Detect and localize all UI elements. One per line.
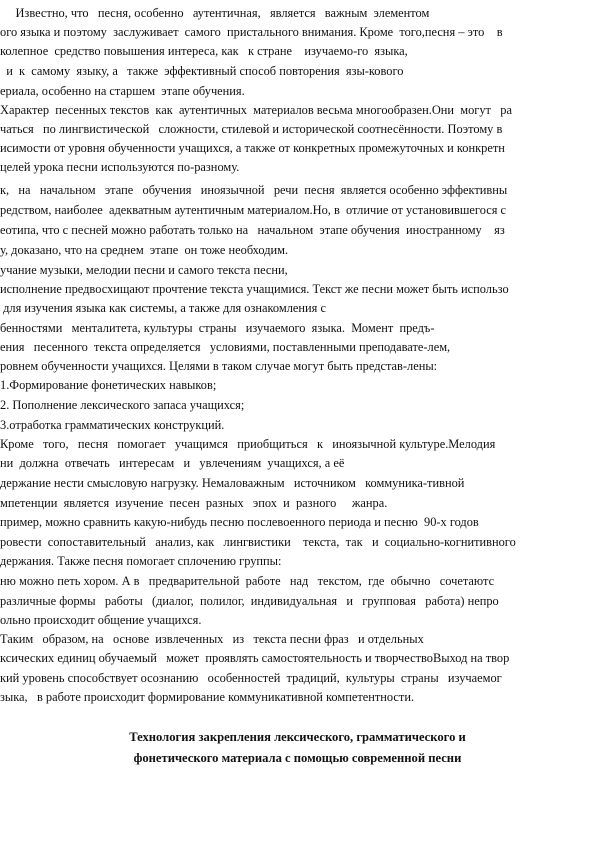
body-text-line: чаться по лингвистической сложности, стилевой и исторической соотнесённости. Поэтому в [0, 122, 503, 136]
body-text-line: держание нести смысловую нагрузку. Немаловажным источником коммуника-тивной [0, 476, 465, 490]
list-item: 2. Пополнение лексического запаса учащихся; [0, 398, 245, 412]
body-text-line: целей урока песни используются по-разному. [0, 160, 240, 174]
body-text-line: исполнение предвосхищают прочтение текста учащимися. Текст же песни может быть использо [0, 282, 509, 296]
body-text-line: ню можно петь хором. А в предварительной работе над текстом, где обычно сочетаютс [0, 574, 495, 588]
body-text-line: зыка, в работе происходит формирование коммуникативной компетентности. [0, 690, 415, 704]
body-text-line: колепное средство повышения интереса, как к стране изучаемо-го языка, [0, 44, 408, 58]
body-text-line: ксических единиц обучаемый может проявлять самостоятельность и творчествоВыход на твор [0, 651, 510, 665]
body-text-line: ого языка и поэтому заслуживает самого пристального внимания. Кроме того,песня – это в [0, 25, 503, 39]
body-text-line: учание музыки, мелодии песни и самого текста песни, [0, 263, 288, 277]
body-text-line: пример, можно сравнить какую-нибудь песню послевоенного периода и песню 90-х годов [0, 515, 479, 529]
body-text-line: держания. Также песня помогает сплочению группы: [0, 554, 282, 568]
section-heading: фонетического материала с помощью современной песни [133, 751, 462, 765]
body-text-line: ровести сопоставительный анализ, как лингвистики текста, так и социально-когнитивного [0, 535, 516, 549]
body-text-line: и к самому языку, а также эффективный способ повторения язы-кового [0, 64, 404, 78]
section-heading: Технология закрепления лексического, грамматического и [129, 730, 466, 744]
list-item: 3.отработка грамматических конструкций. [0, 418, 225, 432]
body-text-line: Кроме того, песня помогает учащимся приобщиться к иноязычной культуре.Мелодия [0, 437, 496, 451]
body-text-line: различные формы работы (диалог, полилог, индивидуальная и групповая работа) непро [0, 594, 499, 608]
body-text-line: у, доказано, что на среднем этапе он тоже необходим. [0, 243, 289, 257]
body-text-line: ровнем обученности учащихся. Целями в таком случае могут быть представ-лены: [0, 359, 438, 373]
body-text-line: мпетенции является изучение песен разных эпох и разного жанра. [0, 496, 388, 510]
body-text-line: еотипа, что с песней можно работать только на начальном этапе обучения иностранному яз [0, 223, 505, 237]
body-text-line: Известно, что песня, особенно аутентичная, является важным элементом [0, 6, 430, 20]
body-text-line: ольно происходит общение учащихся. [0, 613, 202, 627]
body-text-line: ни должна отвечать интересам и увлечениям учащихся, а её [0, 456, 345, 470]
body-text-line: для изучения языка как системы, а также для ознакомления с [0, 301, 326, 315]
body-text-line: к, на начальном этапе обучения иноязычной речи песня является особенно эффективны [0, 183, 508, 197]
body-text-line: бенностями менталитета, культуры страны изучаемого языка. Момент предъ- [0, 321, 435, 335]
body-text-line: кий уровень способствует осознанию особенностей традиций, культуры страны изучаемог [0, 671, 502, 685]
body-text-line: редством, наиболее адекватным аутентичным материалом.Но, в отличие от установившегося с [0, 203, 507, 217]
body-text-line: Характер песенных текстов как аутентичных материалов весьма многообразен.Они могут ра [0, 103, 512, 117]
list-item: 1.Формирование фонетических навыков; [0, 378, 217, 392]
body-text-line: ения песенного текста определяется условиями, поставленными преподавате-лем, [0, 340, 451, 354]
body-text-line: ериала, особенно на старшем этапе обучения. [0, 84, 245, 98]
body-text-line: Таким образом, на основе извлеченных из текста песни фраз и отдельных [0, 632, 424, 646]
body-text-line: исимости от уровня обученности учащихся, а также от конкретных промежуточных и конкретн [0, 141, 505, 155]
